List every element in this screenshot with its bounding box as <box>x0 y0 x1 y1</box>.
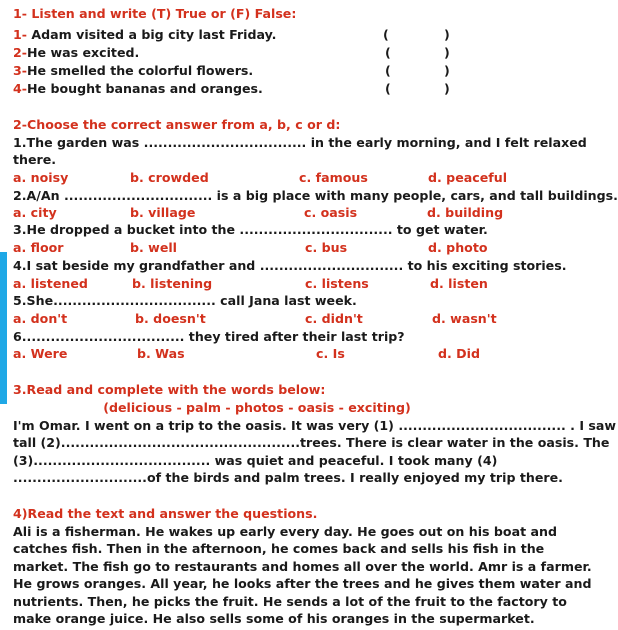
section2-title: 2-Choose the correct answer from a, b, c or d: <box>13 117 341 132</box>
question-4-stem: 4.I sat beside my grandfather and .............................. to his exciting stories. <box>13 258 567 273</box>
question-5-stem: 5.She.................................. call Jana last week. <box>13 293 357 308</box>
tf-item-4: 4-He bought bananas and oranges. <box>13 81 263 96</box>
q1-option-d: d. peaceful <box>428 170 508 185</box>
q6-option-c: c. Is <box>316 346 345 361</box>
section4-title: 4)Read the text and answer the questions. <box>13 506 318 521</box>
q1-option-c: c. famous <box>299 170 368 185</box>
tf-paren-close-1: ) <box>444 27 450 42</box>
q3-option-d: d. photo <box>428 240 488 255</box>
section1-title: 1- Listen and write (T) True or (F) False: <box>13 6 297 21</box>
section4-passage: Ali is a fisherman. He wakes up early every day. He goes out on his boat and catches fish. Then in the afternoon, he comes back and sells his fish in the market. The fish go to restaurants and homes all over the world. Amr is a farmer. He grows oranges. All year, he looks after the trees and he gives them water and nutrients. Then, he picks the fruit. He sends a lot of the fruit to the factory to make orange juice. He also sells some of his oranges in the supermarket. <box>13 524 592 627</box>
tf-paren-open-4: ( <box>385 81 391 96</box>
q4-option-d: d. listen <box>430 276 488 291</box>
q4-option-b: b. listening <box>132 276 213 291</box>
tf-item-3: 3-He smelled the colorful flowers. <box>13 63 254 78</box>
tf-paren-close-3: ) <box>444 63 450 78</box>
q4-option-c: c. listens <box>305 276 369 291</box>
q6-option-d: d. Did <box>438 346 480 361</box>
q3-option-b: b. well <box>130 240 177 255</box>
tf-item-1: 1- Adam visited a big city last Friday. <box>13 27 277 42</box>
q4-option-a: a. listened <box>13 276 88 291</box>
q5-option-c: c. didn't <box>305 311 363 326</box>
q5-option-a: a. don't <box>13 311 68 326</box>
q2-option-c: c. oasis <box>304 205 358 220</box>
section3-paragraph: I'm Omar. I went on a trip to the oasis. It was very (1) ................................... . I saw tall (2)..................................................trees. There is clear water in the oasis. The (3)..................................... was quiet and peaceful. I took many (4) ............................of the birds and palm trees. I really enjoyed my trip there. <box>13 418 617 486</box>
q5-option-b: b. doesn't <box>135 311 206 326</box>
q2-option-b: b. village <box>130 205 196 220</box>
section3-title: 3.Read and complete with the words below: <box>13 382 326 397</box>
q1-option-b: b. crowded <box>130 170 209 185</box>
q3-option-a: a. floor <box>13 240 64 255</box>
left-accent-bar <box>0 252 7 404</box>
q5-option-d: d. wasn't <box>432 311 497 326</box>
q6-option-a: a. Were <box>13 346 68 361</box>
q2-option-d: d. building <box>427 205 504 220</box>
q2-option-a: a. city <box>13 205 57 220</box>
q6-option-b: b. Was <box>137 346 185 361</box>
question-1-stem-cont: there. <box>13 152 57 167</box>
question-3-stem: 3.He dropped a bucket into the ................................ to get water. <box>13 222 488 237</box>
tf-paren-open-2: ( <box>385 45 391 60</box>
q1-option-a: a. noisy <box>13 170 69 185</box>
tf-paren-close-2: ) <box>444 45 450 60</box>
tf-paren-close-4: ) <box>444 81 450 96</box>
question-1-stem: 1.The garden was .................................. in the early morning, and I felt relaxed <box>13 135 587 150</box>
q3-option-c: c. bus <box>305 240 348 255</box>
tf-item-2: 2-He was excited. <box>13 45 140 60</box>
tf-paren-open-3: ( <box>385 63 391 78</box>
question-6-stem: 6.................................. they tired after their last trip? <box>13 329 405 344</box>
question-2-stem: 2.A/An ............................... is a big place with many people, cars, and tall buildings. <box>13 188 618 203</box>
tf-paren-open-1: ( <box>383 27 389 42</box>
word-bank: (delicious - palm - photos - oasis - exciting) <box>103 400 411 415</box>
